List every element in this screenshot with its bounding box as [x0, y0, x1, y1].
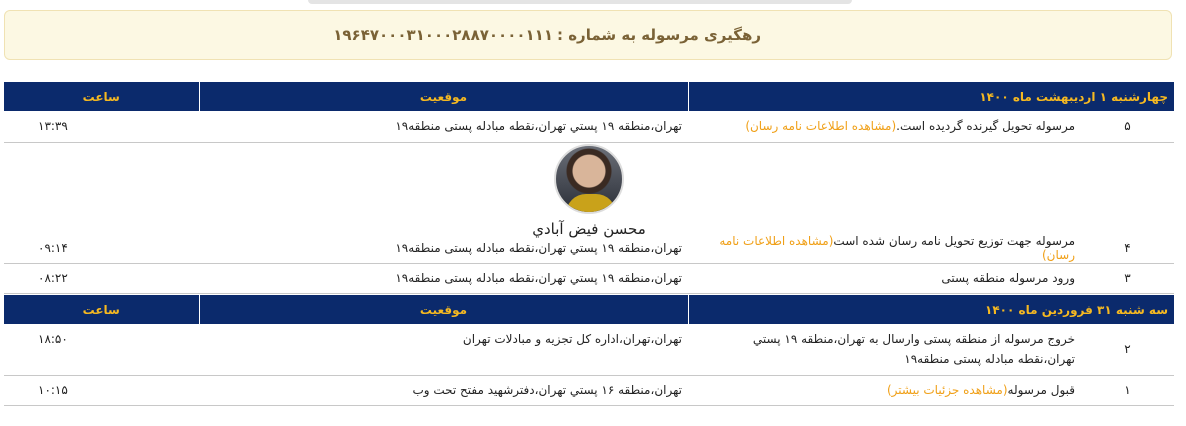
- table-row: [4, 111, 1174, 142]
- tracking-table-day2: [4, 295, 1174, 406]
- location-column-header: موقعیت: [199, 295, 688, 324]
- row-number: ۴: [1081, 233, 1174, 263]
- avatar: [554, 144, 624, 214]
- date-heading: چهارشنبه ۱ اردیبهشت ماه ۱۴۰۰: [688, 82, 1174, 111]
- status-cell: [688, 375, 1081, 405]
- status-text: مرسوله تحویل گیرنده گردیده است.: [896, 119, 1075, 134]
- row-number: ۱: [1081, 375, 1174, 405]
- time-cell: ۱۸:۵۰: [4, 324, 199, 375]
- view-details-link[interactable]: (مشاهده جزئیات بیشتر): [886, 383, 1008, 397]
- tracking-banner: [4, 10, 1172, 60]
- time-cell: ۱۳:۳۹: [4, 111, 199, 142]
- table-row: [4, 263, 1174, 293]
- tracking-label: رهگیری مرسوله به شماره :: [556, 26, 761, 44]
- row-number: ۲: [1081, 324, 1174, 375]
- status-cell: خروج مرسوله از منطقه پستی وارسال به تهران،منطقه ۱۹ پستي تهران،نقطه مبادله پستی منطقه۱۹: [688, 324, 1081, 375]
- location-cell: تهران،تهران،اداره کل تجزیه و مبادلات تهران: [199, 324, 688, 375]
- status-text: ورود مرسوله منطقه پستی: [941, 271, 1075, 285]
- day-header: [4, 295, 1174, 324]
- time-cell: ۰۸:۲۲: [4, 263, 199, 293]
- status-cell: [688, 111, 1081, 142]
- view-postman-link[interactable]: (مشاهده اطلاعات نامه رسان): [745, 119, 897, 134]
- location-cell: تهران،منطقه ۱۹ پستي تهران،نقطه مبادله پستی منطقه۱۹: [199, 233, 688, 263]
- row-number: ۳: [1081, 263, 1174, 293]
- status-text: قبول مرسوله: [1007, 383, 1076, 397]
- date-heading: سه شنبه ۳۱ فروردین ماه ۱۴۰۰: [688, 295, 1174, 324]
- location-cell: تهران،منطقه ۱۹ پستي تهران،نقطه مبادله پستی منطقه۱۹: [199, 111, 688, 142]
- location-cell: تهران،منطقه ۱۶ پستي تهران،دفترشهید مفتح تحت وب: [199, 375, 688, 405]
- time-cell: ۰۹:۱۴: [4, 233, 199, 263]
- time-column-header: ساعت: [4, 82, 199, 111]
- status-cell: [688, 263, 1081, 293]
- status-text: مرسوله جهت توزیع تحویل نامه رسان شده است: [833, 233, 1075, 248]
- table-row: [4, 324, 1174, 375]
- view-postman-link[interactable]: (مشاهده اطلاعات نامه رسان): [719, 233, 1075, 262]
- tracking-number: ۱۹۶۴۷۰۰۰۳۱۰۰۰۲۸۸۷۰۰۰۰۱۱۱: [333, 26, 553, 44]
- time-column-header: ساعت: [4, 295, 199, 324]
- courier-card: [0, 144, 1178, 238]
- location-cell: تهران،منطقه ۱۹ پستي تهران،نقطه مبادله پستی منطقه۱۹: [199, 263, 688, 293]
- table-row: [4, 375, 1174, 405]
- location-column-header: موقعیت: [199, 82, 688, 111]
- day-header: [4, 82, 1174, 111]
- row-number: ۵: [1081, 111, 1174, 142]
- top-bar: [308, 0, 852, 4]
- courier-name: محسن فیض آبادي: [532, 220, 646, 238]
- time-cell: ۱۰:۱۵: [4, 375, 199, 405]
